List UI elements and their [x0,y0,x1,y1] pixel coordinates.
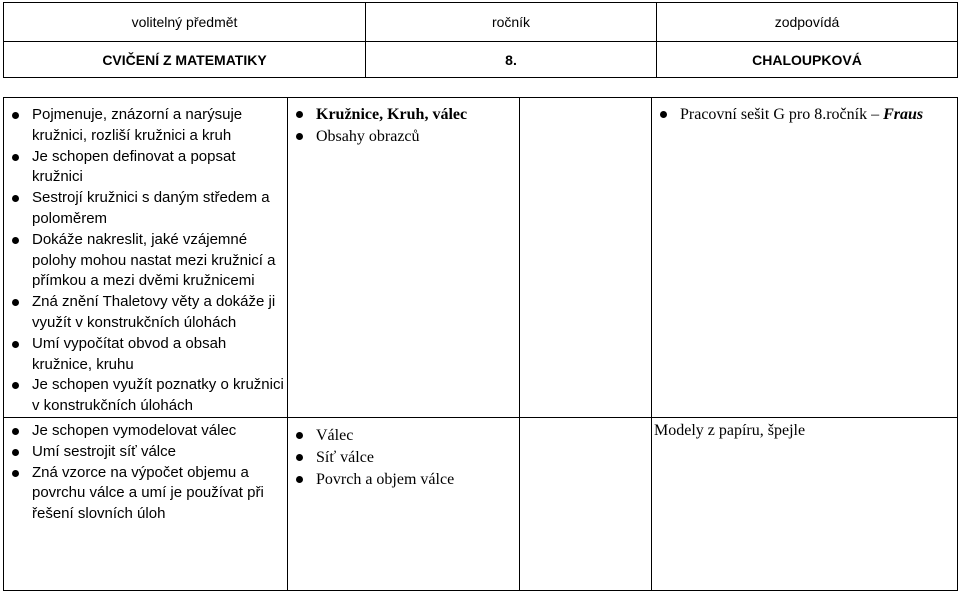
content-row-cylinder [4,417,958,590]
material-text: Modely z papíru, špejle [654,421,806,439]
topics-list [288,425,519,491]
outcome-item: Je schopen využít poznatky o kružnici v konstrukčních úlohách [32,375,287,417]
outcome-item: Zná znění Thaletovy věty a dokáže ji využít v konstrukčních úlohách [32,292,287,334]
topics-list [288,104,519,148]
outcome-item: Umí vypočítat obvod a obsah kružnice, kruhu [32,334,287,376]
topic-item: Kružnice, Kruh, válec [316,104,519,126]
materials-list [652,104,957,126]
materials-cell [652,98,958,418]
outcomes-list [4,421,287,525]
header-table [3,2,958,78]
outcome-item: Sestrojí kružnici s daným středem a poloměrem [32,188,287,230]
material-text: Pracovní sešit G pro 8.ročník – [680,106,884,123]
material-item [680,104,957,126]
content-row-circle [4,98,958,418]
topics-cell [288,417,520,590]
header-subject-label: volitelný předmět [4,3,366,42]
outcomes-list [4,105,287,417]
header-responsible-label: zodpovídá [657,3,958,42]
outcomes-cell [4,98,288,418]
outcome-item: Zná vzorce na výpočet objemu a povrchu válce a umí je používat při řešení slovních úloh [32,463,287,525]
topic-item: Obsahy obrazců [316,126,519,148]
header-row-labels [4,3,958,42]
empty-cell [520,98,652,418]
topics-cell [288,98,520,418]
header-grade-label: ročník [366,3,657,42]
header-responsible-value: CHALOUPKOVÁ [657,42,958,78]
header-subject-value: CVIČENÍ Z MATEMATIKY [4,42,366,78]
outcome-item: Pojmenuje, znázorní a narýsuje kružnici, rozliší kružnici a kruh [32,105,287,147]
outcome-item: Je schopen vymodelovat válec [32,421,287,442]
empty-cell [520,417,652,590]
outcome-item: Je schopen definovat a popsat kružnici [32,147,287,189]
material-publisher: Fraus [883,106,924,123]
header-grade-value: 8. [366,42,657,78]
header-row-values [4,42,958,78]
content-table [3,97,958,591]
topic-item: Povrch a objem válce [316,469,519,491]
topic-item: Válec [316,425,519,447]
outcome-item: Dokáže nakreslit, jaké vzájemné polohy mohou nastat mezi kružnicí a přímkou a mezi dvěmi kružnicemi [32,230,287,292]
materials-cell [652,417,958,590]
topic-item: Síť válce [316,447,519,469]
outcomes-cell [4,417,288,590]
outcome-item: Umí sestrojit síť válce [32,442,287,463]
